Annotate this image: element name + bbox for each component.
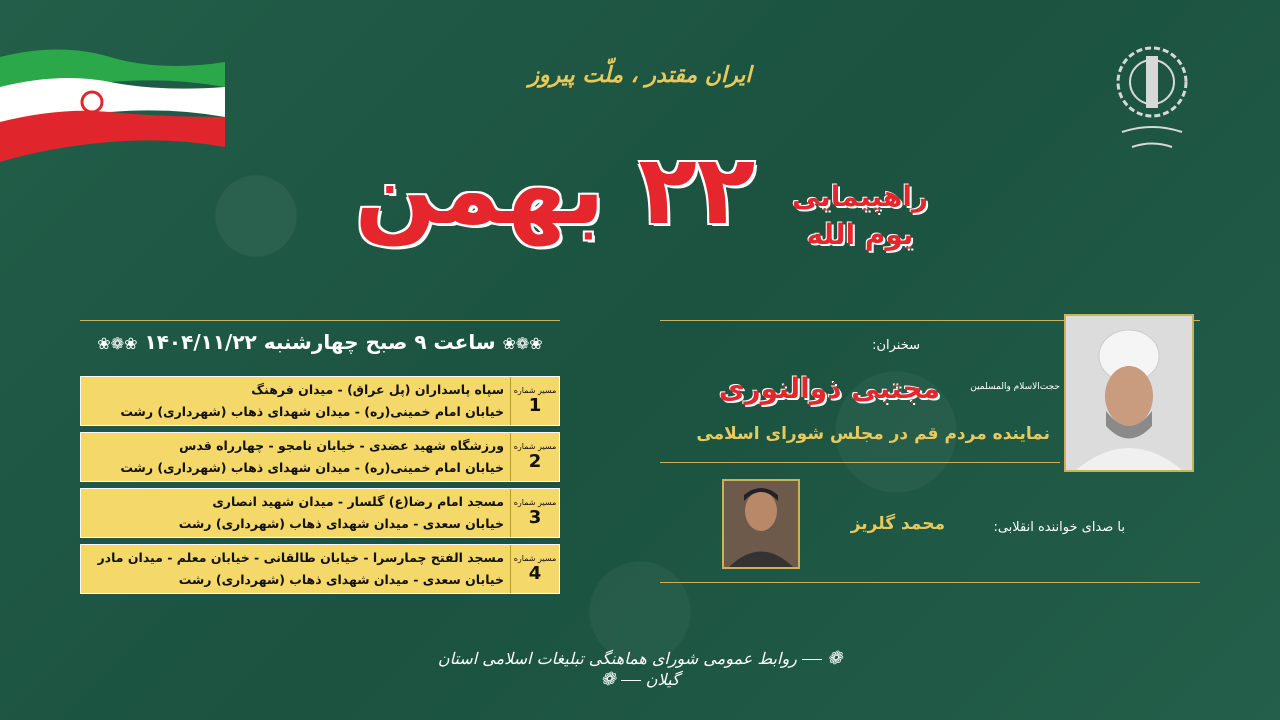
- route-number-box: [510, 545, 559, 593]
- footer-text: روابط عمومی شورای هماهنگی تبلیغات اسلامی استان گیلان: [437, 649, 797, 689]
- route-number-label: مسیر شماره: [513, 442, 557, 451]
- route-description: [81, 377, 510, 425]
- route-number-box: [510, 489, 559, 537]
- route-line1: مسجد الفتح چمارسرا - خیابان طالقانی - خیابان معلم - میدان مادر: [97, 550, 504, 565]
- iran-flag-icon: [0, 42, 225, 162]
- route-item: [80, 544, 560, 594]
- singer-portrait-icon: [724, 481, 798, 567]
- ornament-icon: ❀❁❀: [97, 334, 138, 353]
- route-number: 3: [528, 507, 542, 528]
- route-description: [81, 433, 510, 481]
- footer-rule: [621, 680, 641, 681]
- route-item: [80, 488, 560, 538]
- ornament-icon: ❁: [827, 648, 843, 669]
- speaker-name: مجتبی ذوالنوری: [718, 372, 940, 405]
- speaker-portrait-icon: [1066, 316, 1192, 470]
- main-title: ۲۲ بهمن: [354, 134, 756, 246]
- singer-label: با صدای خواننده انقلابی:: [993, 520, 1125, 535]
- slogan-text: ایران مقتدر ، ملّت پیروز: [528, 62, 752, 88]
- speaker-photo: [1064, 314, 1194, 472]
- speaker-honorific: حجت‌الاسلام والمسلمین: [970, 382, 1060, 392]
- route-line2: خیابان سعدی - میدان شهدای ذهاب (شهرداری) رشت: [178, 516, 504, 531]
- singer-name: محمد گلریز: [850, 514, 945, 534]
- divider-right-mid: [660, 462, 1060, 463]
- route-number: 4: [528, 563, 542, 584]
- route-number-box: [510, 433, 559, 481]
- route-line2: خیابان سعدی - میدان شهدای ذهاب (شهرداری) رشت: [178, 572, 504, 587]
- ornament-icon: ❁: [600, 669, 616, 690]
- subtitle-day: یوم الله: [806, 218, 914, 251]
- route-description: [81, 489, 510, 537]
- route-line2: خیابان امام خمینی(ره) - میدان شهدای ذهاب (شهرداری) رشت: [120, 460, 504, 475]
- route-number-label: مسیر شماره: [513, 386, 557, 395]
- divider-right-bottom: [660, 582, 1200, 583]
- route-line1: ورزشگاه شهید عضدی - خیابان نامجو - چهارراه قدس: [179, 438, 504, 453]
- council-emblem-icon: [1112, 42, 1192, 160]
- route-item: [80, 376, 560, 426]
- speaker-role: نماینده مردم قم در مجلس شورای اسلامی: [696, 424, 1050, 444]
- route-item: [80, 432, 560, 482]
- route-line1: سپاه پاسداران (پل عراق) - میدان فرهنگ: [251, 382, 504, 397]
- event-time-row: [80, 330, 560, 360]
- route-number-label: مسیر شماره: [513, 498, 557, 507]
- subtitle-march: راهپیمایی: [791, 180, 929, 213]
- speaker-label: سخنران:: [872, 338, 920, 353]
- footer-rule: [802, 659, 822, 660]
- route-number-label: مسیر شماره: [513, 554, 557, 563]
- route-description: [81, 545, 510, 593]
- routes-list: [80, 376, 560, 600]
- route-number: 2: [528, 451, 542, 472]
- route-line1: مسجد امام رضا(ع) گلسار - میدان شهید انصاری: [212, 494, 504, 509]
- route-number: 1: [528, 395, 542, 416]
- footer: [420, 648, 860, 690]
- event-time: ساعت ۹ صبح چهارشنبه ۱۴۰۴/۱۱/۲۲: [144, 330, 496, 354]
- divider-left-top: [80, 320, 560, 321]
- singer-photo: [722, 479, 800, 569]
- route-line2: خیابان امام خمینی(ره) - میدان شهدای ذهاب (شهرداری) رشت: [120, 404, 504, 419]
- route-number-box: [510, 377, 559, 425]
- ornament-icon: ❀❁❀: [502, 334, 543, 353]
